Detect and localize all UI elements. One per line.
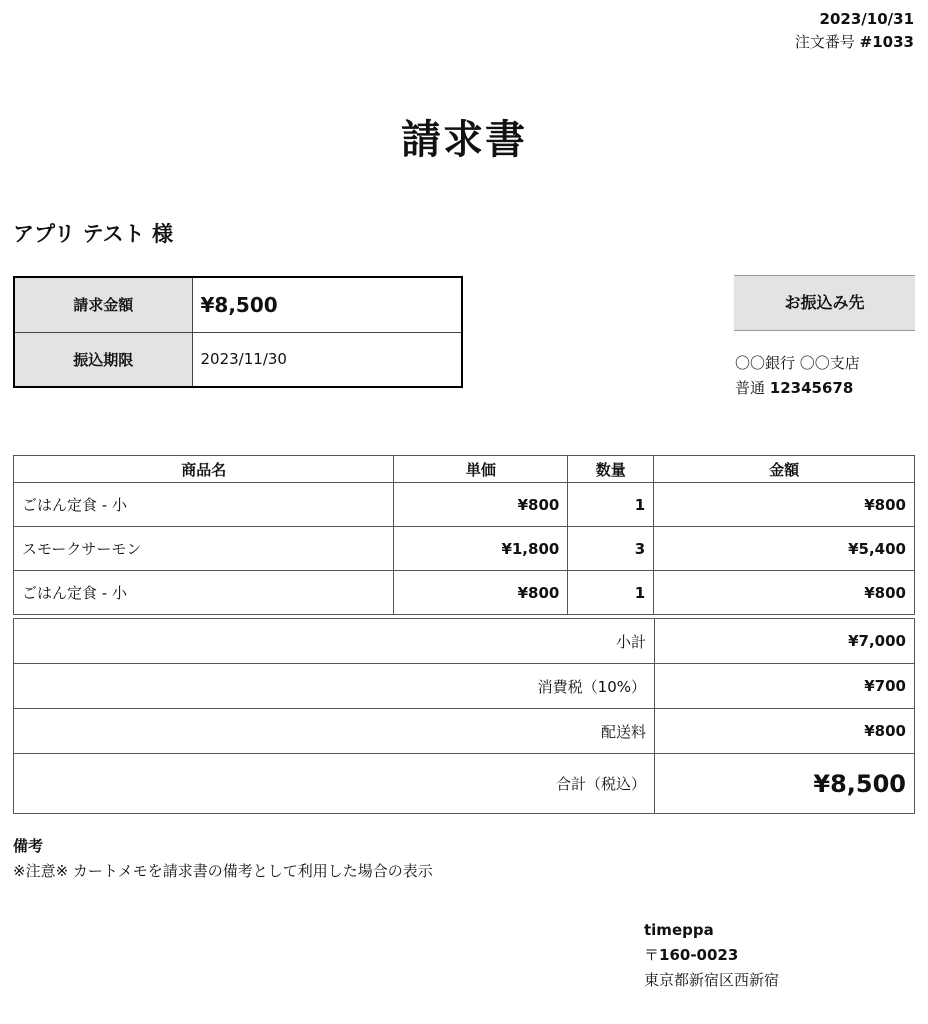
amount-label: 請求金額 bbox=[14, 277, 192, 332]
item-quantity: 3 bbox=[568, 527, 654, 571]
customer-name: アプリ テスト 様 bbox=[13, 222, 173, 246]
item-amount: ¥5,400 bbox=[654, 527, 915, 571]
company-zip bbox=[644, 943, 779, 968]
due-label: 振込期限 bbox=[14, 332, 192, 387]
bank-heading: お振込み先 bbox=[734, 275, 915, 331]
order-number-line bbox=[795, 31, 914, 54]
order-number: #1033 bbox=[859, 33, 914, 51]
account-type: 普通 bbox=[735, 379, 766, 397]
item-quantity: 1 bbox=[568, 571, 654, 615]
subtotal-label: 小計 bbox=[14, 619, 655, 664]
bank-branch: 〇〇銀行 〇〇支店 bbox=[735, 354, 860, 372]
grand-total-value: ¥8,500 bbox=[655, 754, 915, 814]
items-table bbox=[13, 455, 915, 615]
company-address: 東京都新宿区西新宿 bbox=[644, 971, 780, 989]
item-name: スモークサーモン bbox=[14, 527, 394, 571]
remarks-section bbox=[13, 834, 433, 884]
invoice-summary-table bbox=[13, 276, 463, 388]
grand-total-row bbox=[14, 754, 915, 814]
shipping-label: 配送料 bbox=[14, 709, 655, 754]
item-quantity: 1 bbox=[568, 483, 654, 527]
table-row bbox=[14, 527, 915, 571]
item-unit-price: ¥800 bbox=[394, 483, 568, 527]
shipping-row bbox=[14, 709, 915, 754]
header-quantity: 数量 bbox=[568, 456, 654, 483]
invoice-meta bbox=[795, 8, 914, 54]
company-info bbox=[644, 918, 779, 993]
bank-info bbox=[735, 351, 860, 401]
totals-table bbox=[13, 618, 915, 814]
subtotal-row bbox=[14, 619, 915, 664]
summary-row-due bbox=[14, 332, 462, 387]
item-unit-price: ¥800 bbox=[394, 571, 568, 615]
zip-mark: 〒 bbox=[644, 946, 660, 964]
item-unit-price: ¥1,800 bbox=[394, 527, 568, 571]
table-row bbox=[14, 483, 915, 527]
table-row bbox=[14, 571, 915, 615]
company-name: timeppa bbox=[644, 921, 714, 939]
due-value: 2023/11/30 bbox=[192, 332, 462, 387]
tax-row bbox=[14, 664, 915, 709]
item-name: ごはん定食 - 小 bbox=[14, 571, 394, 615]
item-name: ごはん定食 - 小 bbox=[14, 483, 394, 527]
account-number: 12345678 bbox=[769, 379, 854, 397]
header-unit-price: 単価 bbox=[394, 456, 568, 483]
summary-row-amount bbox=[14, 277, 462, 332]
amount-value: ¥8,500 bbox=[192, 277, 462, 332]
item-amount: ¥800 bbox=[654, 571, 915, 615]
items-header-row bbox=[14, 456, 915, 483]
remarks-text: ※注意※ カートメモを請求書の備考として利用した場合の表示 bbox=[13, 862, 433, 880]
shipping-value: ¥800 bbox=[655, 709, 915, 754]
tax-label: 消費税（10%） bbox=[14, 664, 655, 709]
zip-code: 160-0023 bbox=[659, 946, 739, 964]
item-amount: ¥800 bbox=[654, 483, 915, 527]
bank-account bbox=[735, 376, 860, 401]
subtotal-value: ¥7,000 bbox=[655, 619, 915, 664]
header-amount: 金額 bbox=[654, 456, 915, 483]
header-product-name: 商品名 bbox=[14, 456, 394, 483]
page-title: 請求書 bbox=[401, 117, 527, 163]
tax-value: ¥700 bbox=[655, 664, 915, 709]
grand-total-label: 合計（税込） bbox=[14, 754, 655, 814]
remarks-heading: 備考 bbox=[13, 837, 44, 855]
invoice-date: 2023/10/31 bbox=[819, 10, 914, 28]
order-number-label: 注文番号 bbox=[794, 33, 855, 51]
